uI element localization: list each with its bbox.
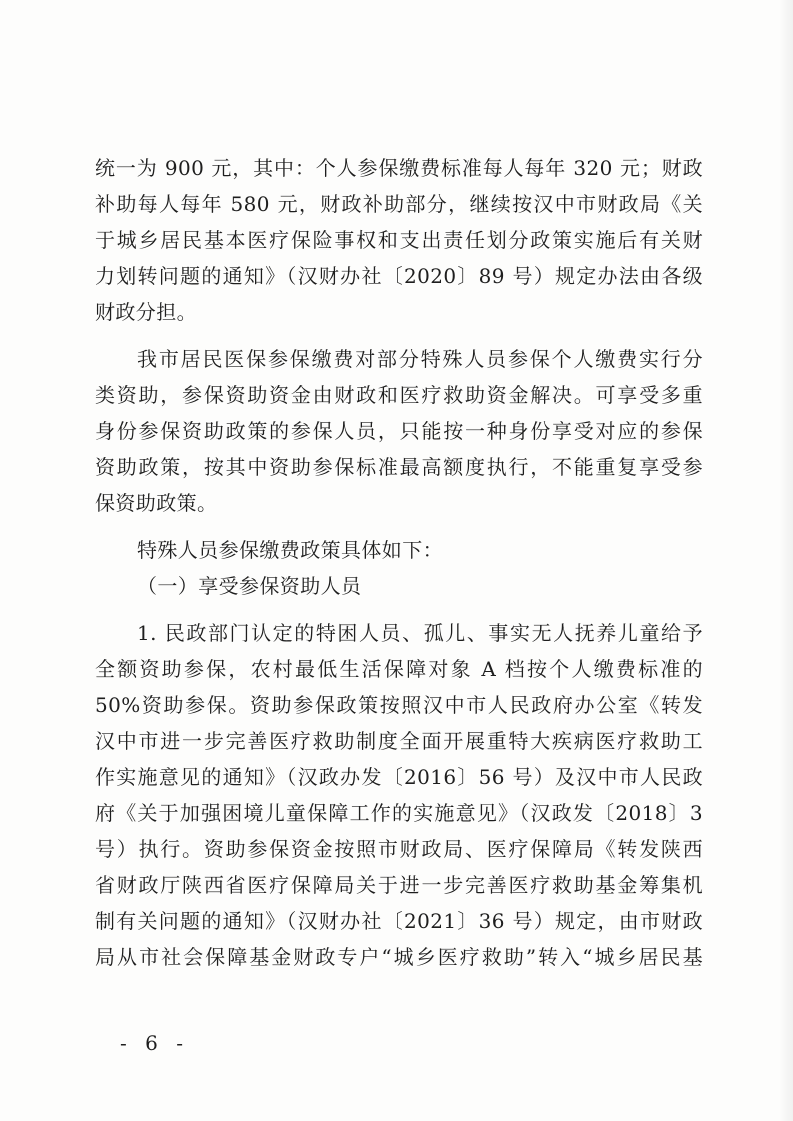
text-line: 全额资助参保，农村最低生活保障对象 A 档按个人缴费标准的: [95, 657, 703, 681]
paragraph-gap: [95, 330, 703, 341]
text-line: 号）执行。资助参保资金按照市财政局、医疗保障局《转发陕西: [95, 837, 703, 861]
text-line: 于城乡居民基本医疗保险事权和支出责任划分政策实施后有关财: [95, 228, 703, 252]
text-line: 类资助，参保资助资金由财政和医疗救助资金解决。可享受多重: [95, 383, 703, 407]
paragraph: [95, 615, 703, 975]
text-line: 统一为 900 元，其中：个人参保缴费标准每人每年 320 元；财政: [95, 156, 703, 180]
text-line: 50%资助参保。资助参保政策按照汉中市人民政府办公室《转发: [95, 693, 703, 717]
text-line: 制有关问题的通知》（汉财办社〔2021〕36 号）规定，由市财政: [95, 909, 703, 933]
text-line: 保资助政策。: [95, 491, 218, 515]
text-line: 汉中市进一步完善医疗救助制度全面开展重特大疾病医疗救助工: [95, 729, 703, 753]
text-line: 府《关于加强困境儿童保障工作的实施意见》（汉政发〔2018〕3: [95, 801, 703, 825]
heading-line: （一）享受参保资助人员: [137, 574, 362, 598]
body-text: [95, 150, 703, 975]
text-line: 力划转问题的通知》（汉财办社〔2020〕89 号）规定办法由各级: [95, 264, 703, 288]
paragraph-gap: [95, 521, 703, 532]
text-line: 身份参保资助政策的参保人员，只能按一种身份享受对应的参保: [95, 419, 703, 443]
paragraph: [95, 532, 703, 568]
text-line: 作实施意见的通知》（汉政办发〔2016〕56 号）及汉中市人民政: [95, 765, 703, 789]
paragraph-gap: [95, 604, 703, 615]
text-line: 资助政策，按其中资助参保标准最高额度执行，不能重复享受参: [95, 455, 703, 479]
section-heading: [95, 568, 703, 604]
text-line: 补助每人每年 580 元，财政补助部分，继续按汉中市财政局《关: [95, 192, 703, 216]
scan-edge-shadow: [779, 0, 793, 1121]
text-line: 局从市社会保障基金财政专户“城乡医疗救助”转入“城乡居民基: [95, 945, 703, 969]
text-line: 特殊人员参保缴费政策具体如下：: [137, 538, 443, 562]
text-line: 财政分担。: [95, 300, 197, 324]
paragraph: [95, 341, 703, 521]
paragraph: [95, 150, 703, 330]
page-number: - 6 -: [120, 1031, 189, 1055]
text-line: 省财政厅陕西省医疗保障局关于进一步完善医疗救助基金筹集机: [95, 873, 703, 897]
text-line: 1. 民政部门认定的特困人员、孤儿、事实无人抚养儿童给予: [137, 621, 703, 645]
text-line: 我市居民医保参保缴费对部分特殊人员参保个人缴费实行分: [137, 347, 703, 371]
